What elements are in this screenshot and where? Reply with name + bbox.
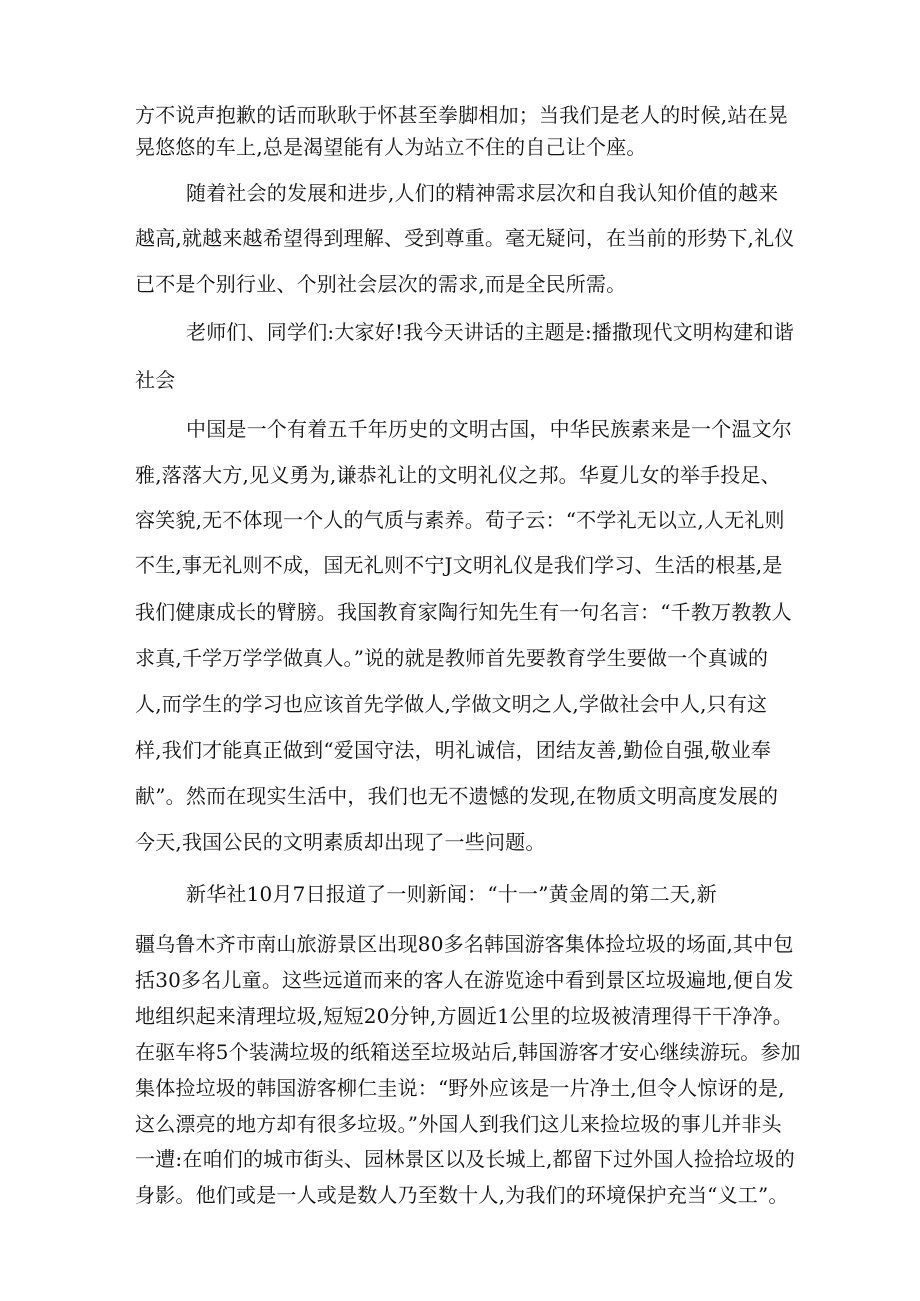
text-line: 已不是个别行业、个别社会层次的需求,而是全民所需。	[135, 272, 627, 296]
paragraph-line: 老师们、同学们:大家好!我今天讲话的主题是:播撒现代文明构建和谐	[186, 320, 794, 344]
text-line: 越高,就越来越希望得到理解、受到尊重。毫无疑问，在当前的形势下,礼仪	[135, 226, 795, 250]
paragraph-line: 新华社10月7日报道了一则新闻：“十一”黄金周的第二天,新	[186, 882, 717, 906]
text-line: 我们健康成长的臂膀。我国教育家陶行知先生有一句名言：“千教万教教人	[135, 600, 792, 624]
text-line: 不生,事无礼则不成，国无礼则不宁J文明礼仪是我们学习、生活的根基,是	[135, 553, 783, 577]
paragraph-line: 中国是一个有着五千年历史的文明古国，中华民族素来是一个温文尔	[186, 417, 792, 441]
text-line: 疆乌鲁木齐市南山旅游景区出现80多名韩国游客集体捡垃圾的场面,其中包	[135, 932, 794, 956]
text-line: 在驱车将5个装满垃圾的纸箱送至垃圾站后,韩国游客才安心继续游玩。参加	[135, 1040, 801, 1064]
text-line: 身影。他们或是一人或是数人乃至数十人,为我们的环境保护充当“义工”。	[135, 1183, 789, 1207]
text-line: 括30多名儿童。这些远道而来的客人在游览途中看到景区垃圾遍地,便自发	[135, 968, 794, 992]
text-line: 容笑貌,无不体现一个人的气质与素养。荀子云：“不学礼无以立,人无礼则	[135, 508, 785, 532]
text-line: 一遭:在咱们的城市街头、园林景区以及长城上,都留下过外国人捡拾垃圾的	[135, 1147, 795, 1171]
text-line: 地组织起来清理垃圾,短短20分钟,方圆近1公里的垃圾被清理得干干净净。	[135, 1004, 793, 1028]
text-line: 这么漂亮的地方却有很多垃圾。”外国人到我们这儿来捡垃圾的事儿并非头	[135, 1112, 782, 1136]
text-line: 献”。然而在现实生活中，我们也无不遗憾的发现,在物质文明高度发展的	[135, 784, 779, 808]
text-line: 人,而学生的学习也应该首先学做人,学做文明之人,学做社会中人,只有这	[135, 692, 768, 716]
text-line: 社会	[135, 368, 176, 392]
text-line: 求真,千学万学学做真人。”说的就是教师首先要教育学生要做一个真诚的	[135, 646, 769, 670]
text-line: 今天,我国公民的文明素质却出现了一些问题。	[135, 830, 546, 854]
text-line: 集体捡垃圾的韩国游客柳仁圭说：“野外应该是一片净土,但令人惊讶的是,	[135, 1076, 785, 1100]
text-line: 雅,落落大方,见义勇为,谦恭礼让的文明礼仪之邦。华夏儿女的举手投足、	[135, 463, 781, 487]
paragraph-line: 随着社会的发展和进步,人们的精神需求层次和自我认知价值的越来	[186, 181, 779, 205]
text-line: 样,我们才能真正做到“爱国守法，明礼诚信，团结友善,勤俭自强,敬业奉	[135, 738, 772, 762]
text-line: 晃悠悠的车上,总是渴望能有人为站立不住的自己让个座。	[135, 135, 647, 159]
text-line: 方不说声抱歉的话而耿耿于怀甚至拳脚相加；当我们是老人的时候,站在晃	[135, 103, 788, 127]
